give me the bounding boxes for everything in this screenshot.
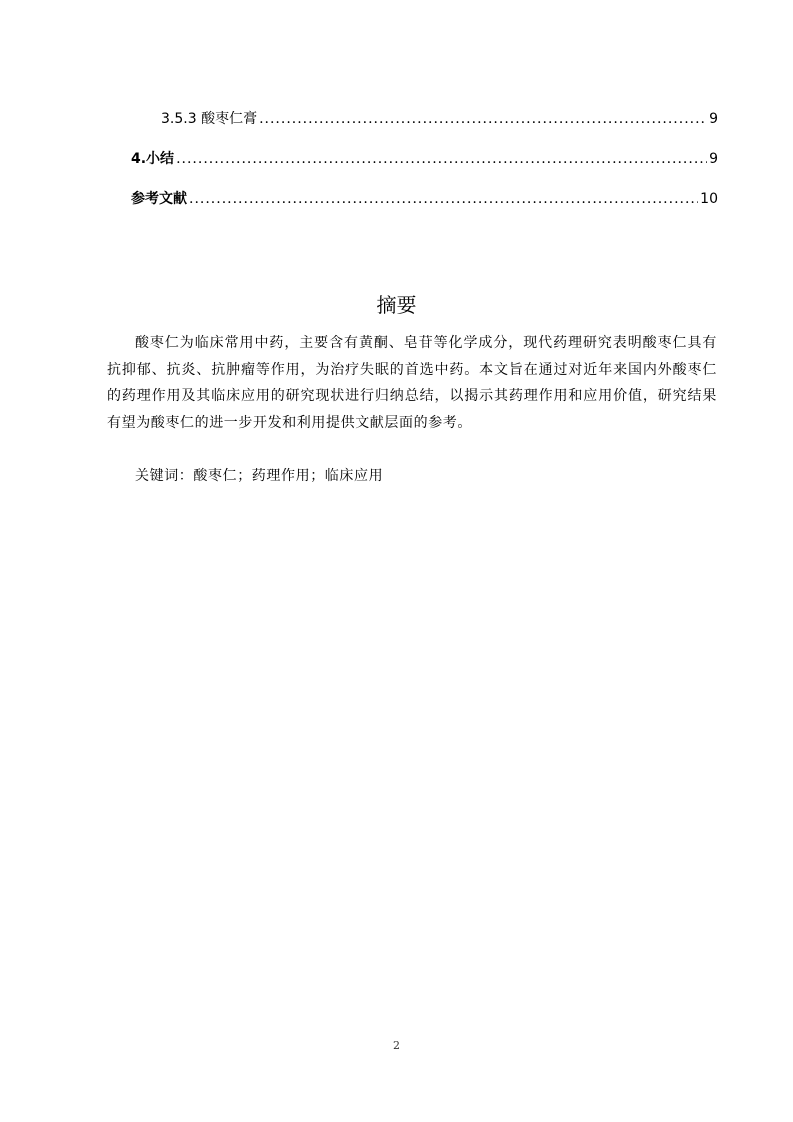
toc-leader-dots	[189, 190, 698, 208]
toc-entry-label: 3.5.3 酸枣仁膏	[161, 111, 258, 127]
toc-entry-label: 参考文献	[131, 191, 187, 207]
toc-leader-dots	[176, 150, 707, 168]
abstract-body: 酸枣仁为临床常用中药，主要含有黄酮、皂苷等化学成分，现代药理研究表明酸枣仁具有抗抑郁、抗炎、抗肿瘤等作用，为治疗失眠的首选中药。本文旨在通过对近年来国内外酸枣仁的药理作用及其临床应用的研究现状进行归纳总结，以揭示其药理作用和应用价值，研究结果有望为酸枣仁的进一步开发和利用提供文献层面的参考。	[107, 335, 717, 431]
page-number: 2	[393, 1039, 400, 1052]
abstract-title: 摘要	[376, 293, 417, 317]
toc-entry-references[interactable]	[131, 190, 718, 208]
toc-entry-4-summary[interactable]	[131, 150, 718, 168]
toc-leader-dots	[259, 110, 707, 128]
toc-entry-page: 9	[709, 151, 718, 167]
toc-entry-3-5-3[interactable]	[161, 110, 718, 128]
toc-entry-page: 9	[709, 111, 718, 127]
toc-entry-page: 10	[700, 191, 718, 207]
toc-entry-label: 4.小结	[131, 151, 175, 167]
abstract-keywords: 关键词：酸枣仁；药理作用；临床应用	[135, 468, 384, 484]
